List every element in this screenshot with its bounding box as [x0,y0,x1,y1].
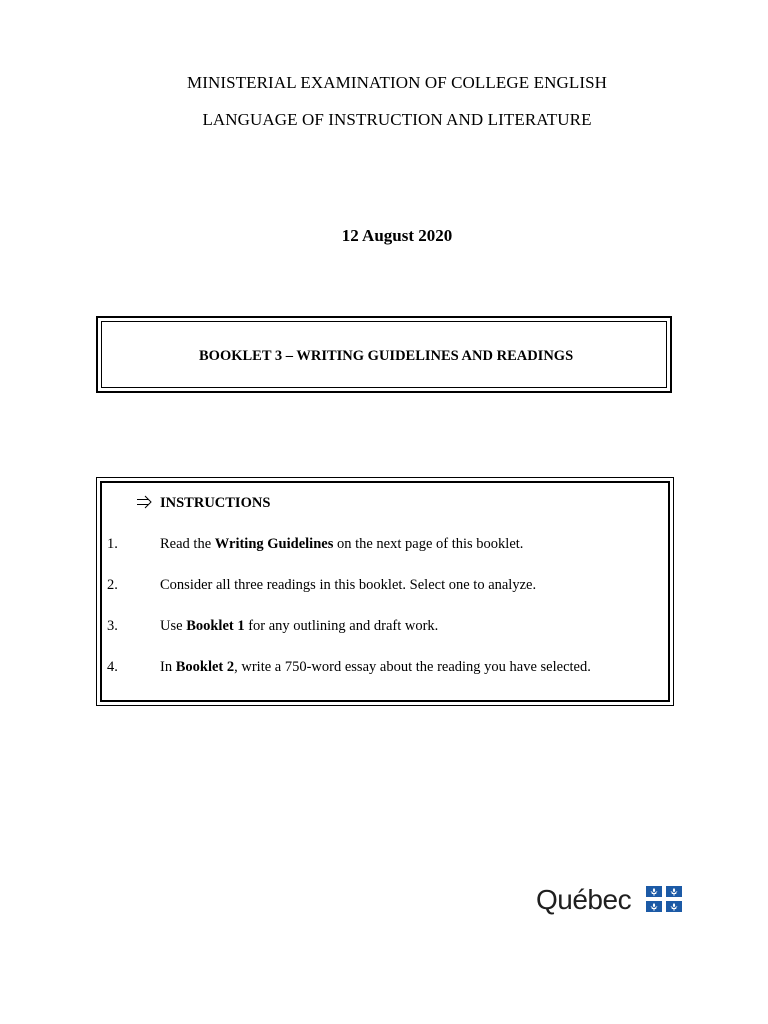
instruction-text: for any outlining and draft work. [244,618,439,634]
fleur-de-lis-flag-icon [646,886,682,912]
instruction-number: 3. [107,618,118,634]
instruction-item [160,536,523,553]
instructions-heading [136,495,270,514]
instructions-heading-label: INSTRUCTIONS [160,495,271,511]
quebec-logo [536,883,682,917]
exam-title-line-2: LANGUAGE OF INSTRUCTION AND LITERATURE [202,110,592,129]
instruction-emphasis: Booklet 1 [186,618,245,634]
instruction-text: on the next page of this booklet. [333,536,524,552]
instruction-text: Use [160,618,187,634]
instruction-text: In [160,659,176,675]
instruction-emphasis: Booklet 2 [175,659,235,675]
instruction-item [160,618,438,635]
instruction-text: Read the [160,536,215,552]
instruction-emphasis: Writing Guidelines [214,536,334,552]
instruction-text: , write a 750-word essay about the reading you have selected. [234,659,591,675]
arrow-right-icon [136,495,154,514]
booklet-title: BOOKLET 3 – WRITING GUIDELINES AND READINGS [199,348,574,364]
instruction-item [160,659,591,676]
instruction-item [160,577,536,594]
exam-title-line-1: MINISTERIAL EXAMINATION OF COLLEGE ENGLISH [186,73,608,92]
quebec-wordmark: Québec [536,884,632,915]
exam-date: 12 August 2020 [341,226,453,245]
instruction-number: 1. [107,536,118,552]
booklet-title-box [96,316,672,393]
instruction-text: Consider all three readings in this booklet. Select one to analyze. [160,577,537,593]
instruction-number: 2. [107,577,118,593]
instruction-number: 4. [107,659,118,675]
